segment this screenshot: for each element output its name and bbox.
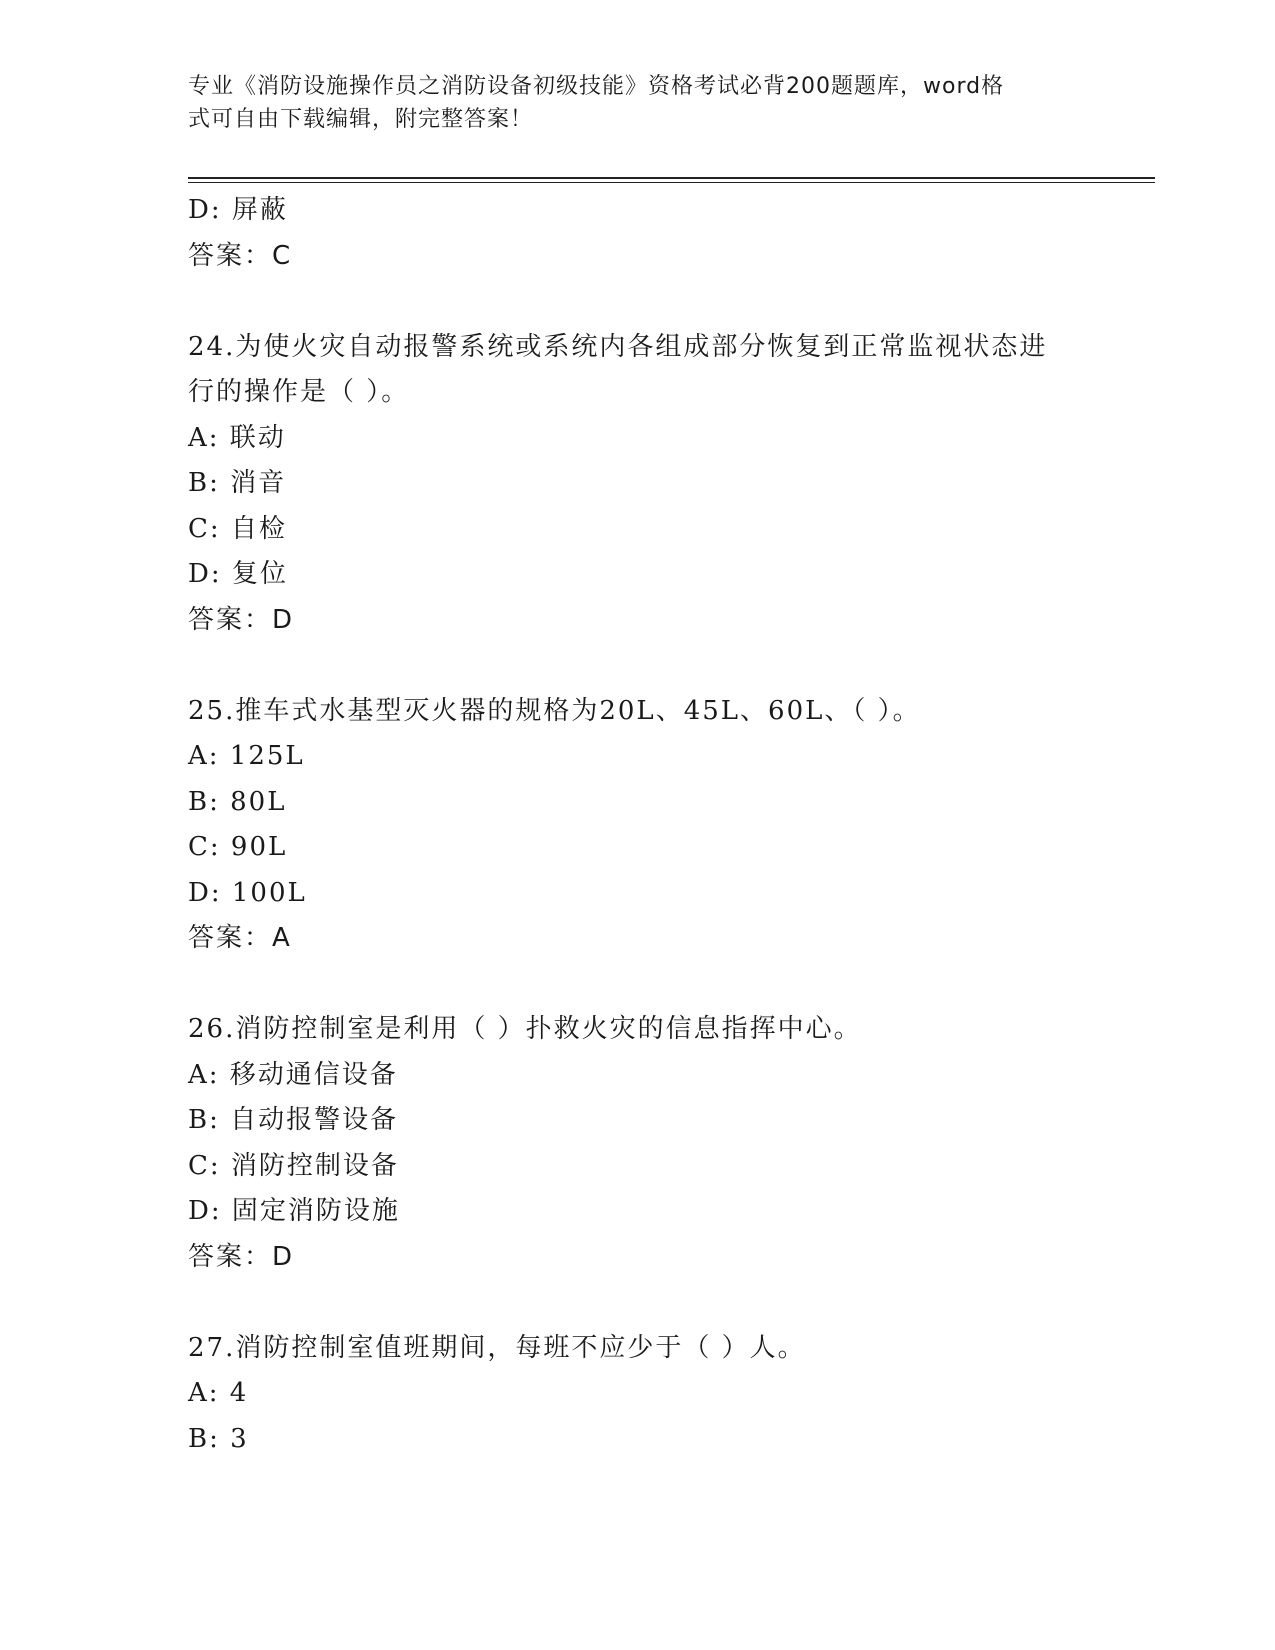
option-b: B: 3 — [188, 1423, 249, 1454]
question-26 — [188, 1007, 1088, 1280]
spacer — [188, 962, 1088, 1008]
option-c: C: 自检 — [188, 513, 287, 544]
spacer — [188, 1280, 1088, 1326]
question-text-line-1: 27.消防控制室值班期间，每班不应少于（ ）人。 — [188, 1332, 806, 1363]
option-a: A: 4 — [188, 1378, 249, 1408]
option-b: B: 自动报警设备 — [188, 1105, 399, 1135]
option-d: D: 100L — [188, 877, 307, 908]
answer-line: 答案：A — [188, 923, 292, 953]
question-text-line-2: 行的操作是（ ）。 — [188, 377, 410, 407]
answer-line: 答案：D — [188, 604, 295, 635]
question-24 — [188, 325, 1088, 644]
question-text-line-1: 24.为使火灾自动报警系统或系统内各组成部分恢复到正常监视状态进 — [188, 331, 1048, 362]
spacer — [188, 279, 1088, 325]
question-list — [188, 188, 1088, 1462]
option-d: D: 复位 — [188, 559, 288, 589]
option-a: A: 联动 — [188, 422, 286, 453]
option-b: B: 80L — [188, 786, 287, 817]
option-d: D: 固定消防设施 — [188, 1196, 400, 1226]
answer-line: 答案：C — [188, 240, 293, 271]
document-header — [188, 70, 1078, 136]
spacer — [188, 643, 1088, 689]
previous-question-tail — [188, 188, 1088, 279]
option-a: A: 125L — [188, 741, 305, 771]
question-text-line-1: 25.推车式水基型灭火器的规格为20L、45L、60L、（ ）。 — [188, 695, 921, 726]
question-25 — [188, 689, 1088, 962]
header-line-1: 专业《消防设施操作员之消防设备初级技能》资格考试必背200题题库，word格 — [188, 74, 1005, 99]
option-c: C: 消防控制设备 — [188, 1150, 399, 1181]
question-27 — [188, 1326, 1088, 1463]
header-rule-thin — [188, 182, 1155, 183]
option-b: B: 消音 — [188, 468, 287, 498]
option-d: D: 屏蔽 — [188, 195, 288, 225]
answer-line: 答案：D — [188, 1241, 295, 1272]
option-c: C: 90L — [188, 832, 288, 862]
question-text-line-1: 26.消防控制室是利用（ ）扑救火灾的信息指挥中心。 — [188, 1014, 862, 1044]
option-a: A: 移动通信设备 — [188, 1059, 398, 1090]
header-line-2: 式可自由下载编辑，附完整答案！ — [188, 107, 534, 132]
header-rule-thick — [188, 177, 1155, 179]
